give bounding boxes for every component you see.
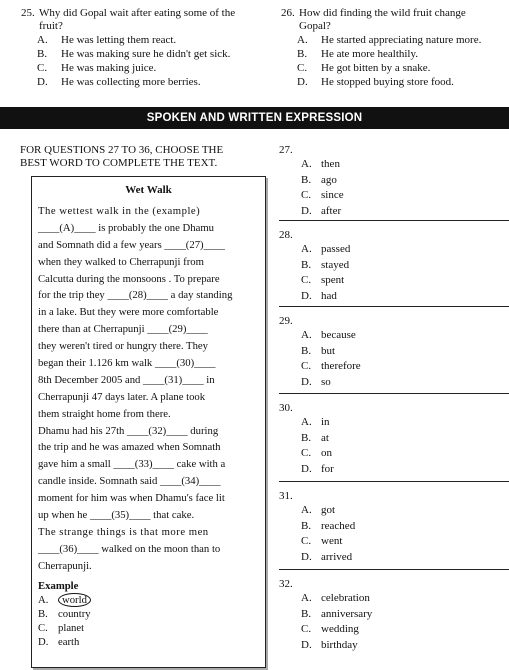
example-option-d: D. earth xyxy=(38,635,80,648)
option-d[interactable]: D. so xyxy=(301,375,331,388)
question-30 xyxy=(279,402,509,477)
passage-line: and Somnath did a few years ____(27)____ xyxy=(38,238,225,251)
option-d[interactable]: D. after xyxy=(301,204,342,217)
question-number: 26. xyxy=(281,7,295,19)
passage-line: began their 1.126 km walk ____(30)____ xyxy=(38,357,216,370)
passage-line: moment for him was when Dhamu's face lit xyxy=(38,492,225,505)
option-c[interactable]: C. since xyxy=(301,189,344,201)
passage-line: in a lake. But they were more comfortable xyxy=(38,306,219,319)
example-option-c: C. planet xyxy=(38,621,85,634)
divider xyxy=(279,481,509,482)
passage-line: for the trip they ____(28)____ a day standing xyxy=(38,289,233,302)
question-26 xyxy=(281,7,509,89)
option-d[interactable]: D. arrived xyxy=(301,550,353,563)
option-a[interactable]: A. because xyxy=(301,329,356,341)
passage-line: Cherrapunji. xyxy=(38,559,92,572)
passage-line: up when he ____(35)____ that cake. xyxy=(38,509,195,522)
instructions-line-1: FOR QUESTIONS 27 TO 36, CHOOSE THE xyxy=(20,144,224,156)
example-heading: Example xyxy=(38,579,79,592)
passage-line: candle inside. Somnath said ____(34)____ xyxy=(38,475,221,488)
passage-line: gave him a small ____(33)____ cake with a xyxy=(38,458,226,471)
question-27 xyxy=(279,144,509,219)
passage-line: the trip and he was amazed when Somnath xyxy=(38,441,221,454)
option-d[interactable]: D. had xyxy=(301,289,337,302)
circled-answer: world xyxy=(58,593,91,607)
passage-line: The strange things is that more men xyxy=(38,525,209,538)
question-text: How did finding the wild fruit change xyxy=(299,7,466,19)
option-a[interactable]: A. passed xyxy=(301,243,351,255)
option-c[interactable]: C. He got bitten by a snake. xyxy=(297,62,431,74)
option-a[interactable]: A. got xyxy=(301,504,336,516)
option-c[interactable]: C. therefore xyxy=(301,360,361,372)
option-a[interactable]: A. in xyxy=(301,416,330,428)
passage-line: ____(36)____ walked on the moon than to xyxy=(38,542,221,555)
option-c[interactable]: C. on xyxy=(301,447,332,459)
option-b[interactable]: B. ago xyxy=(301,173,337,186)
divider xyxy=(279,306,509,307)
question-number: 27. xyxy=(279,144,293,156)
passage-line: there than at Cherrapunji ____(29)____ xyxy=(38,323,208,336)
question-28 xyxy=(279,229,509,304)
option-a[interactable]: A. He started appreciating nature more. xyxy=(297,34,482,46)
passage-line: Calcutta during the monsoons . To prepare xyxy=(38,272,220,285)
instructions xyxy=(20,144,270,170)
option-b[interactable]: B. anniversary xyxy=(301,607,373,620)
option-d[interactable]: D. for xyxy=(301,462,334,475)
question-number: 25. xyxy=(21,7,35,19)
option-b[interactable]: B. He ate more healthily. xyxy=(297,48,419,60)
option-a[interactable]: A. He was letting them react. xyxy=(37,34,177,46)
option-a[interactable]: A. celebration xyxy=(301,592,370,604)
option-d[interactable]: D. He was collecting more berries. xyxy=(37,76,201,88)
option-b[interactable]: B. reached xyxy=(301,519,356,532)
instructions-line-2: BEST WORD TO COMPLETE THE TEXT. xyxy=(20,157,218,169)
question-29 xyxy=(279,315,509,390)
option-c[interactable]: C. wedding xyxy=(301,623,359,635)
option-b[interactable]: B. but xyxy=(301,344,336,357)
option-c[interactable]: C. spent xyxy=(301,274,345,286)
passage-line: 8th December 2005 and ____(31)____ in xyxy=(38,373,215,386)
passage-line: The wettest walk in the (example) xyxy=(38,205,201,217)
option-b[interactable]: B. at xyxy=(301,431,329,444)
passage-line: Cherrapunji 47 days later. A plane took xyxy=(38,390,206,403)
passage-box xyxy=(31,176,266,668)
passage-text xyxy=(38,203,260,649)
option-d[interactable]: D. birthday xyxy=(301,638,358,651)
question-number: 31. xyxy=(279,490,293,502)
example-option-a: A. world xyxy=(38,593,260,607)
option-b[interactable]: B. stayed xyxy=(301,258,350,271)
section-banner xyxy=(0,107,509,129)
option-c[interactable]: C. He was making juice. xyxy=(37,62,157,74)
passage-line: they weren't tired or hungry there. They xyxy=(38,340,208,353)
divider xyxy=(279,220,509,221)
option-a[interactable]: A. then xyxy=(301,158,340,170)
option-d[interactable]: D. He stopped buying store food. xyxy=(297,76,454,88)
question-25 xyxy=(21,7,261,89)
example-option-b: B. country xyxy=(38,607,91,620)
question-text: Why did Gopal wait after eating some of the xyxy=(39,7,236,19)
question-text-cont: Gopal? xyxy=(299,20,331,32)
divider xyxy=(279,393,509,394)
divider xyxy=(279,569,509,570)
passage-line: when they walked to Cherrapunji from xyxy=(38,255,204,268)
section-title: SPOKEN AND WRITTEN EXPRESSION xyxy=(146,112,363,124)
option-b[interactable]: B. He was making sure he didn't get sick. xyxy=(37,48,231,60)
passage-title: Wet Walk xyxy=(125,184,172,196)
question-32 xyxy=(279,578,509,653)
question-number: 29. xyxy=(279,315,293,327)
passage-line: ____(A)____ is probably the one Dhamu xyxy=(38,221,215,234)
question-text-cont: fruit? xyxy=(39,20,63,32)
question-31 xyxy=(279,490,509,565)
passage-line: them straight home from there. xyxy=(38,407,171,420)
question-number: 28. xyxy=(279,229,293,241)
passage-line: Dhamu had his 27th ____(32)____ during xyxy=(38,424,219,437)
question-number: 30. xyxy=(279,402,293,414)
option-c[interactable]: C. went xyxy=(301,535,343,547)
question-number: 32. xyxy=(279,578,293,590)
